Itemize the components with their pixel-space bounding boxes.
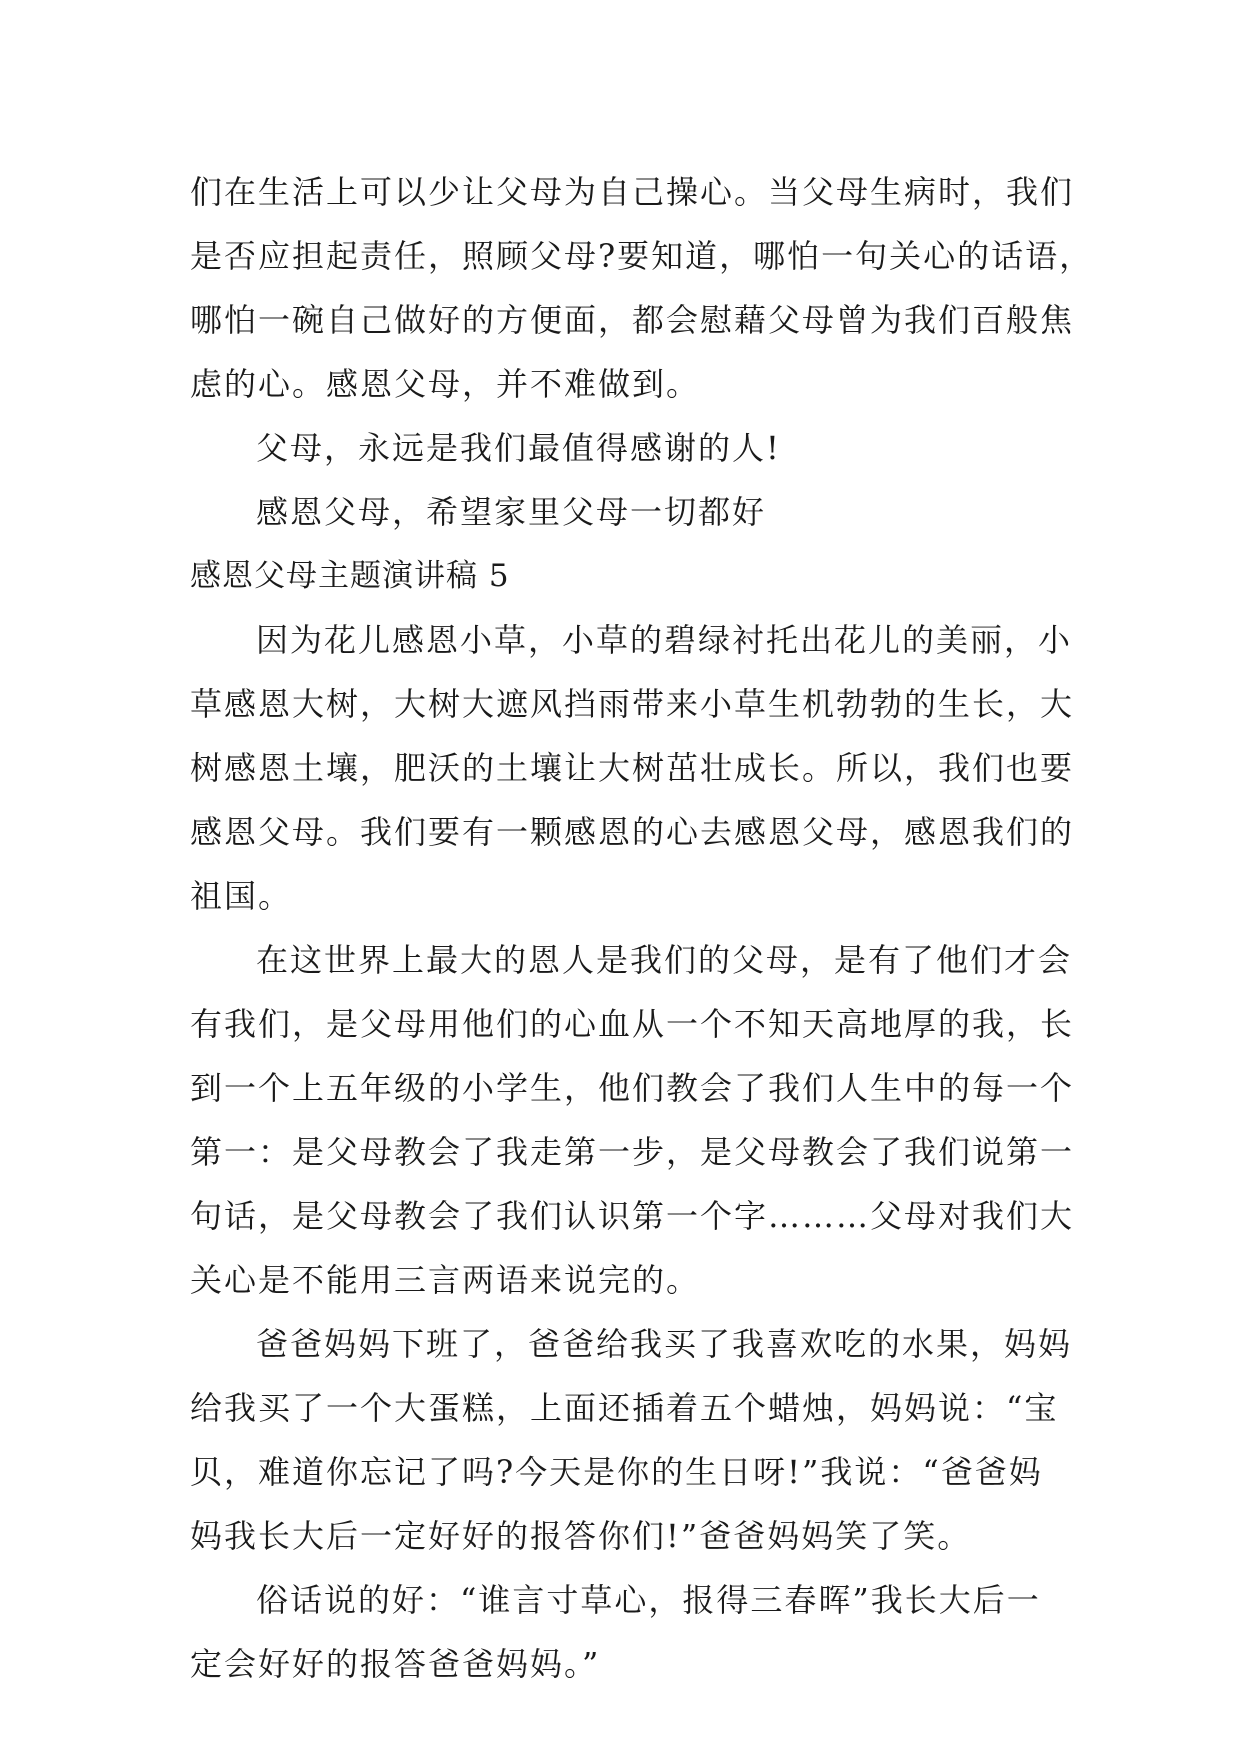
text-line: 句话，是父母教会了我们认识第一个字………父母对我们大	[190, 1197, 1075, 1235]
text-line: 到一个上五年级的小学生，他们教会了我们人生中的每一个	[190, 1069, 1075, 1107]
text-line: 祖国。	[190, 877, 293, 915]
text-line: 哪怕一碗自己做好的方便面，都会慰藉父母曾为我们百般焦	[190, 301, 1075, 339]
text-line: 在这世界上最大的恩人是我们的父母，是有了他们才会	[256, 941, 1073, 979]
text-line: 有我们，是父母用他们的心血从一个不知天高地厚的我，长	[190, 1005, 1075, 1043]
text-line: 给我买了一个大蛋糕，上面还插着五个蜡烛，妈妈说：“宝	[190, 1389, 1059, 1427]
text-line: 感恩父母，希望家里父母一切都好	[256, 493, 767, 531]
text-line: 是否应担起责任，照顾父母?要知道，哪怕一句关心的话语，	[190, 237, 1094, 275]
text-line: 因为花儿感恩小草，小草的碧绿衬托出花儿的美丽，小	[256, 621, 1073, 659]
text-line: 定会好好的报答爸爸妈妈。”	[190, 1645, 601, 1683]
text-line: 感恩父母。我们要有一颗感恩的心去感恩父母，感恩我们的	[190, 813, 1075, 851]
document-page	[190, 160, 1094, 1696]
text-line: 关心是不能用三言两语来说完的。	[190, 1261, 701, 1299]
text-line: 爸爸妈妈下班了，爸爸给我买了我喜欢吃的水果，妈妈	[256, 1325, 1073, 1363]
text-line: 第一：是父母教会了我走第一步，是父母教会了我们说第一	[190, 1133, 1075, 1171]
text-line: 父母，永远是我们最值得感谢的人!	[256, 429, 781, 467]
text-line: 虑的心。感恩父母，并不难做到。	[190, 365, 701, 403]
section-heading: 感恩父母主题演讲稿 5	[190, 558, 510, 594]
text-line: 俗话说的好：“谁言寸草心，报得三春晖”我长大后一	[256, 1581, 1041, 1619]
text-line: 树感恩土壤，肥沃的土壤让大树茁壮成长。所以，我们也要	[190, 749, 1075, 787]
text-line: 贝，难道你忘记了吗?今天是你的生日呀!”我说：“爸爸妈	[190, 1453, 1043, 1491]
text-line: 妈我长大后一定好好的报答你们!”爸爸妈妈笑了笑。	[190, 1517, 972, 1555]
text-line: 草感恩大树，大树大遮风挡雨带来小草生机勃勃的生长，大	[190, 685, 1075, 723]
text-line: 们在生活上可以少让父母为自己操心。当父母生病时，我们	[190, 173, 1075, 211]
